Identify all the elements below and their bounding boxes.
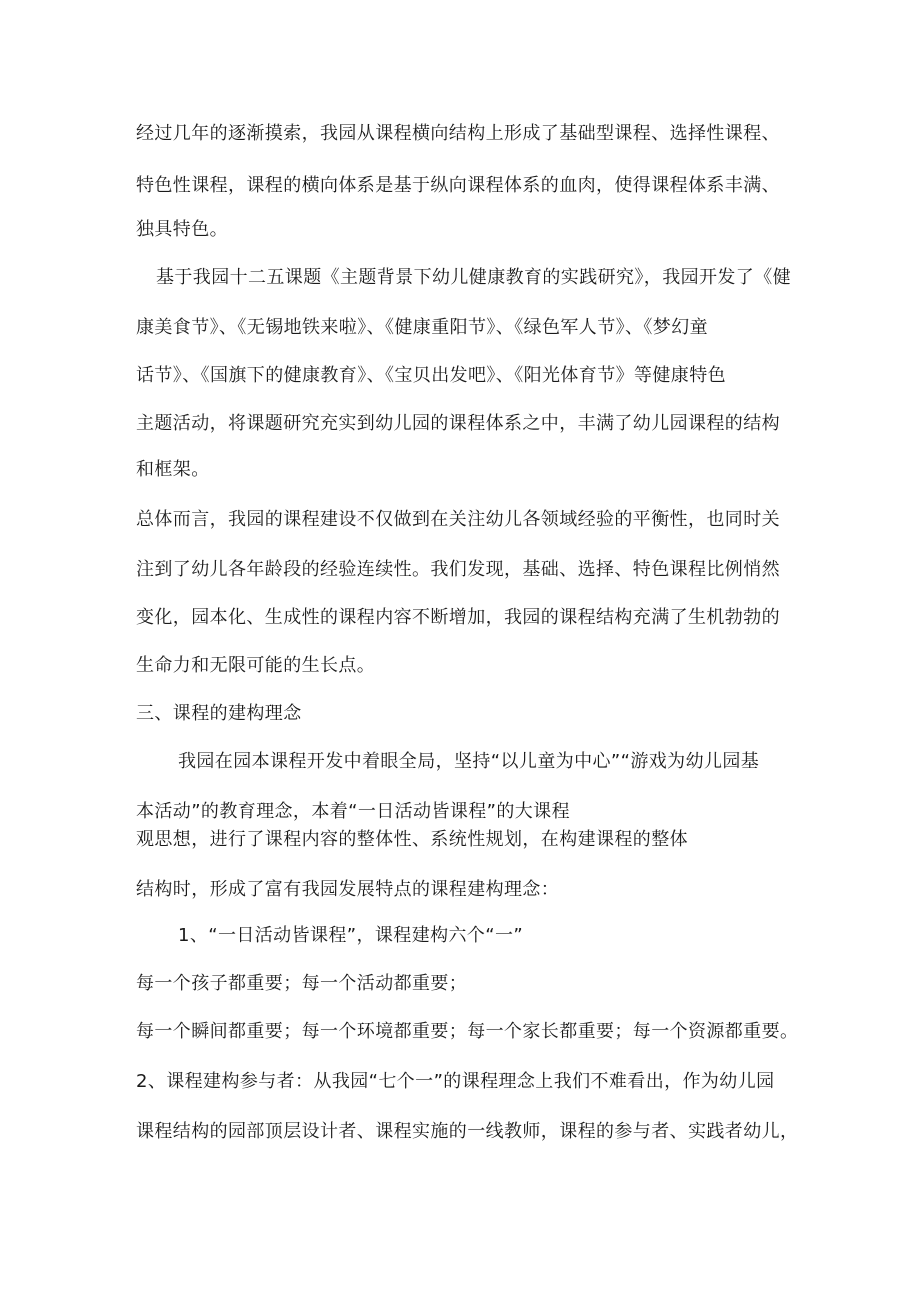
- text-line: 我园在园本课程开发中着眼全局，坚持“以儿童为中心”“游戏为幼儿园基: [178, 751, 760, 772]
- text-line: 生命力和无限可能的生长点。: [136, 655, 376, 676]
- section-heading: 三、课程的建构理念: [136, 703, 302, 724]
- list-item-title: 1、“一日活动皆课程”，课程建构六个“一”: [178, 925, 524, 946]
- text-line: 主题活动，将课题研究充实到幼儿园的课程体系之中，丰满了幼儿园课程的结构: [136, 413, 780, 434]
- text-line: 总体而言，我园的课程建设不仅做到在关注幼儿各领域经验的平衡性，也同时关: [136, 509, 780, 530]
- text-line: 观思想，进行了课程内容的整体性、系统性规划，在构建课程的整体: [136, 829, 688, 850]
- text-line: 独具特色。: [136, 219, 228, 240]
- text-line: 基于我园十二五课题《主题背景下幼儿健康教育的实践研究》，我园开发了《健: [156, 267, 791, 288]
- text-line: 和框架。: [136, 459, 210, 480]
- text-line: 每一个孩子都重要；每一个活动都重要；: [136, 973, 468, 994]
- text-line: 变化，园本化、生成性的课程内容不断增加，我园的课程结构充满了生机勃勃的: [136, 607, 780, 628]
- text-line: 特色性课程，课程的横向体系是基于纵向课程体系的血肉，使得课程体系丰满、: [136, 175, 780, 196]
- text-line: 每一个瞬间都重要；每一个环境都重要；每一个家长都重要；每一个资源都重要。: [136, 1021, 799, 1042]
- text-line: 2、课程建构参与者：从我园“七个一”的课程理念上我们不难看出，作为幼儿园: [136, 1071, 775, 1092]
- text-line: 注到了幼儿各年龄段的经验连续性。我们发现，基础、选择、特色课程比例悄然: [136, 559, 780, 580]
- text-line: 话节》、《国旗下的健康教育》、《宝贝出发吧》、《阳光体育节》等健康特色: [136, 365, 726, 386]
- text-line: 课程结构的园部顶层设计者、课程实施的一线教师，课程的参与者、实践者幼儿，: [136, 1121, 799, 1142]
- text-line: 结构时，形成了富有我园发展特点的课程建构理念：: [136, 879, 560, 900]
- text-line: 本活动”的教育理念，本着“一日活动皆课程”的大课程: [136, 801, 570, 822]
- text-line: 经过几年的逐渐摸索，我园从课程横向结构上形成了基础型课程、选择性课程、: [136, 123, 780, 144]
- text-line: 康美食节》、《无锡地铁来啦》、《健康重阳节》、《绿色军人节》、《梦幻童: [136, 317, 708, 338]
